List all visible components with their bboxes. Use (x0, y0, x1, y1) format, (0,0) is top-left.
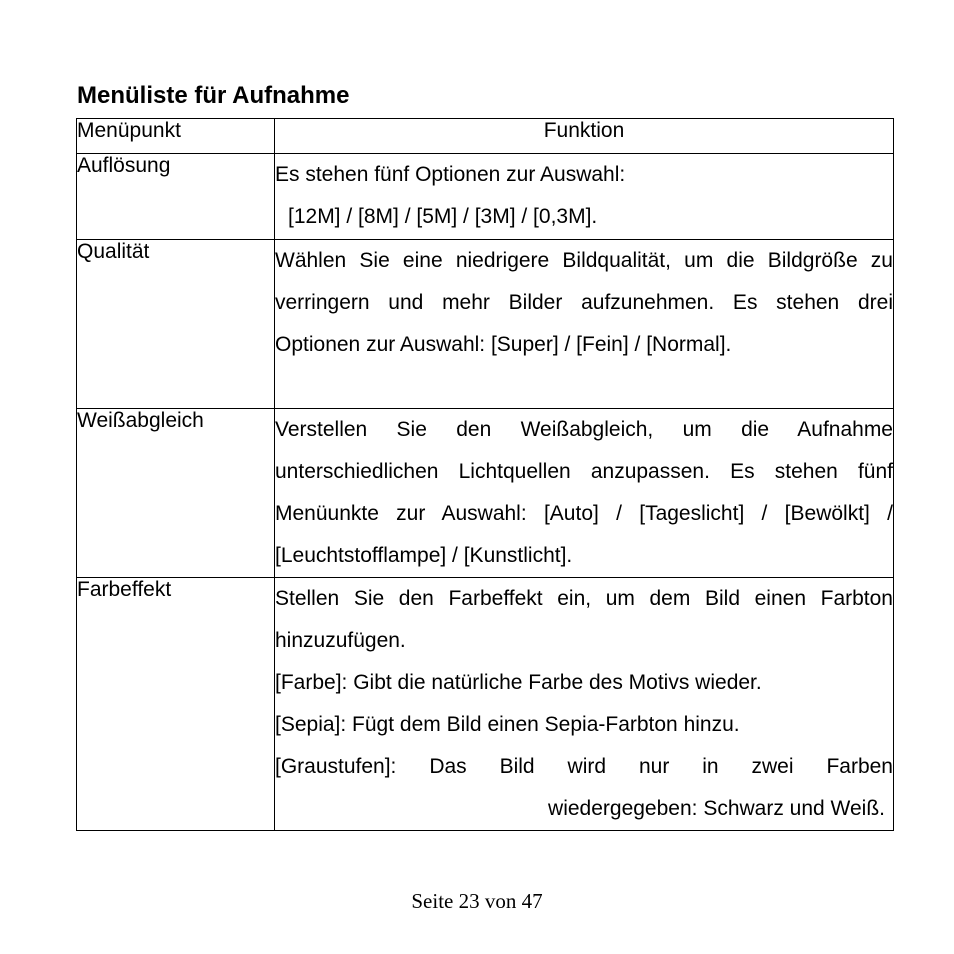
column-header-item: Menüpunkt (77, 119, 275, 154)
row-function-text (275, 154, 894, 240)
row-item-label: Qualität (77, 240, 275, 409)
function-line: Es stehen fünf Optionen zur Auswahl: (275, 163, 626, 186)
function-line: [Farbe]: Gibt die natürliche Farbe des Motivs wieder. (275, 671, 762, 694)
function-line: [12M] / [8M] / [5M] / [3M] / [0,3M]. (288, 205, 598, 228)
column-header-function: Funktion (275, 119, 894, 154)
table-header-row (77, 119, 894, 154)
function-line: wiedergegeben: Schwarz und Weiß. (548, 797, 885, 820)
table-row (77, 154, 894, 240)
row-function-text: Wählen Sie eine niedrigere Bildqualität, um die Bildgröße zu verringern und mehr Bilder aufzunehmen. Es stehen drei Optionen zur Auswahl: [Super] / [Fein] / [Normal]. (275, 240, 894, 409)
table-row (77, 578, 894, 831)
menu-table (76, 118, 894, 831)
function-line: Stellen Sie den Farbeffekt ein, um dem Bild einen Farbton hinzuzufügen. (275, 587, 893, 652)
page-title: Menüliste für Aufnahme (77, 82, 350, 109)
table-row (77, 409, 894, 578)
row-item-label: Farbeffekt (77, 578, 275, 831)
function-line: [Sepia]: Fügt dem Bild einen Sepia-Farbton hinzu. (275, 713, 740, 736)
row-function-text (275, 578, 894, 831)
page-number: Seite 23 von 47 (411, 889, 543, 913)
row-item-label: Auflösung (77, 154, 275, 240)
row-function-text: Verstellen Sie den Weißabgleich, um die Aufnahme unterschiedlichen Lichtquellen anzupassen. Es stehen fünf Menüunkte zur Auswahl: [Auto] / [Tageslicht] / [Bewölkt] / [Leuchtstofflampe] / [Kunstlicht]. (275, 409, 894, 578)
function-line: [Graustufen]: Das Bild wird nur in zwei Farben (275, 755, 893, 778)
row-item-label: Weißabgleich (77, 409, 275, 578)
table-row (77, 240, 894, 409)
